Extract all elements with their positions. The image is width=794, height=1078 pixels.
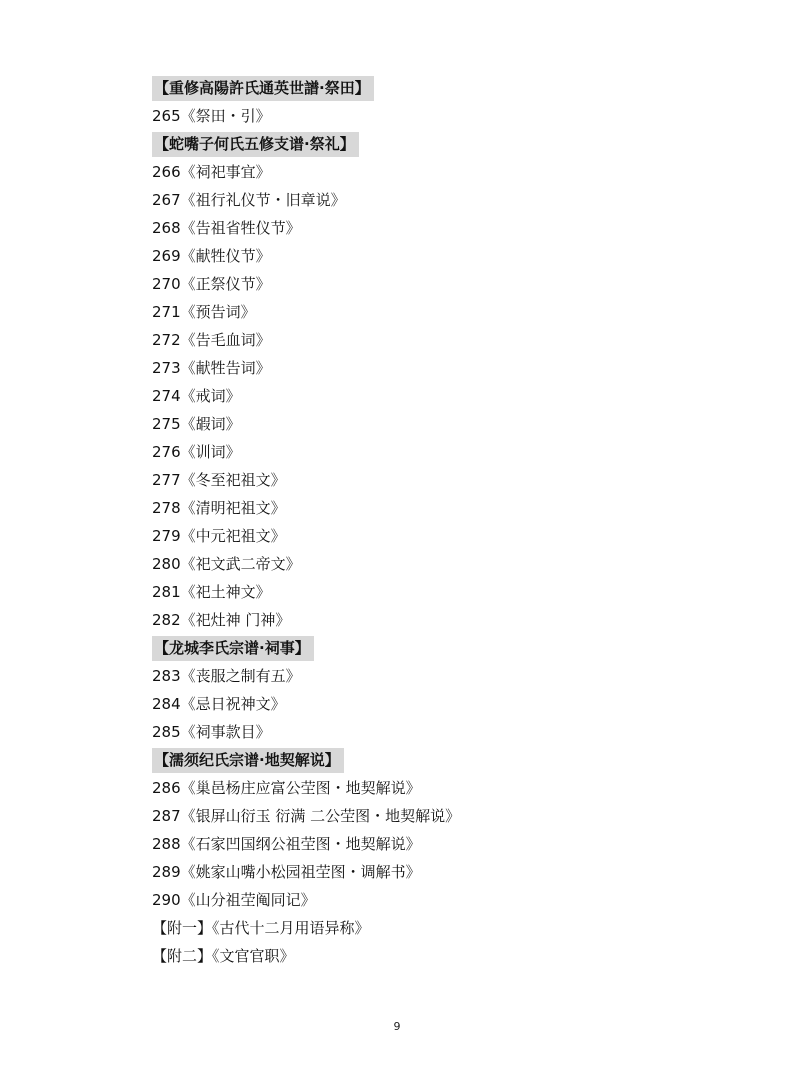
list-item: 280《祀文武二帝文》	[152, 555, 301, 573]
list-item: 287《银屏山衍玉 衍满 二公茔图・地契解说》	[152, 807, 461, 825]
list-item: 271《预告词》	[152, 303, 256, 321]
page-number: 9	[393, 1020, 401, 1033]
list-item: 289《姚家山嘴小松园祖茔图・调解书》	[152, 863, 421, 881]
list-item: 274《戒词》	[152, 387, 241, 405]
list-item: 282《祀灶神 门神》	[152, 611, 291, 629]
list-item: 275《嘏词》	[152, 415, 241, 433]
list-item: 285《祠事款目》	[152, 723, 271, 741]
table-of-contents	[152, 74, 752, 970]
section-heading: 【濡须纪氏宗谱·地契解说】	[152, 748, 344, 773]
section-heading: 【蛇嘴子何氏五修支谱·祭礼】	[152, 132, 359, 157]
list-item: 277《冬至祀祖文》	[152, 471, 286, 489]
appendix-item: 【附一】《古代十二月用语异称》	[152, 919, 370, 937]
section-heading-row	[152, 746, 752, 774]
list-item: 265《祭田・引》	[152, 107, 271, 125]
list-item: 272《告毛血词》	[152, 331, 271, 349]
section-heading-row	[152, 74, 752, 102]
list-item: 273《献牲告词》	[152, 359, 271, 377]
list-item: 270《正祭仪节》	[152, 275, 271, 293]
list-item: 284《忌日祝神文》	[152, 695, 286, 713]
list-item: 290《山分祖茔阄同记》	[152, 891, 316, 909]
list-item: 267《祖行礼仪节・旧章说》	[152, 191, 346, 209]
list-item: 266《祠祀事宜》	[152, 163, 271, 181]
list-item: 268《告祖省牲仪节》	[152, 219, 301, 237]
list-item: 279《中元祀祖文》	[152, 527, 286, 545]
list-item: 288《石家凹国纲公祖茔图・地契解说》	[152, 835, 421, 853]
section-heading: 【重修高陽許氏通英世譜·祭田】	[152, 76, 374, 101]
list-item: 276《训词》	[152, 443, 241, 461]
list-item: 281《祀土神文》	[152, 583, 271, 601]
appendix-item: 【附二】《文官官职》	[152, 947, 295, 965]
list-item: 278《清明祀祖文》	[152, 499, 286, 517]
section-heading-row	[152, 130, 752, 158]
list-item: 283《丧服之制有五》	[152, 667, 301, 685]
list-item: 286《巢邑杨庄应富公茔图・地契解说》	[152, 779, 421, 797]
section-heading: 【龙城李氏宗谱·祠事】	[152, 636, 314, 661]
list-item: 269《献牲仪节》	[152, 247, 271, 265]
section-heading-row	[152, 634, 752, 662]
